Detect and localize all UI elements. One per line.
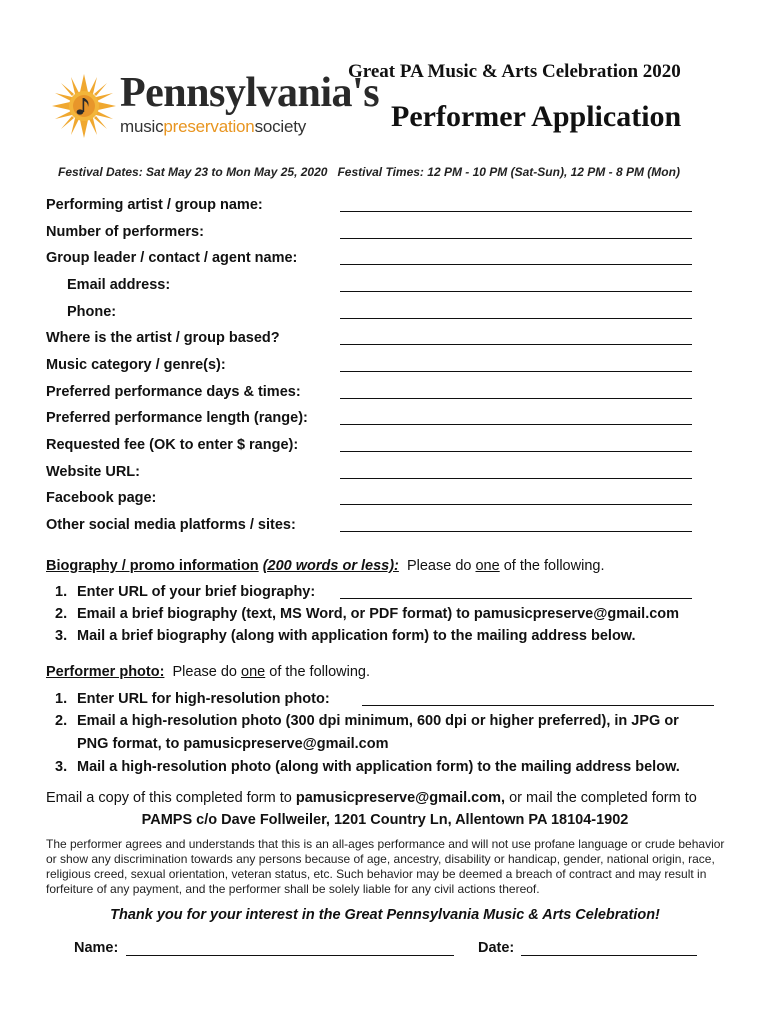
photo-item-2-cont: PNG format, to pamusicpreserve@gmail.com <box>77 736 389 752</box>
field-line-facebook[interactable] <box>340 504 692 505</box>
date-line[interactable] <box>521 955 697 956</box>
field-label-number-performers: Number of performers: <box>46 224 204 240</box>
field-label-fee: Requested fee (OK to enter $ range): <box>46 437 299 453</box>
field-label-website: Website URL: <box>46 464 140 480</box>
submit-email[interactable]: pamusicpreserve@gmail.com, <box>295 790 506 806</box>
field-label-facebook: Facebook page: <box>46 490 157 506</box>
field-label-genre: Music category / genre(s): <box>46 357 226 373</box>
name-label: Name: <box>74 940 119 956</box>
photo-item-1: Enter URL for high-resolution photo: <box>77 691 330 707</box>
festival-dates: Festival Dates: Sat May 23 to Mon May 25, 2020 Festival Times: 12 PM - 10 PM (Sat-Sun), 12 PM - 8 PM (Mon) <box>58 165 680 179</box>
field-label-length: Preferred performance length (range): <box>46 410 308 426</box>
photo-item-2-number: 2. <box>55 713 68 729</box>
submit-instructions: Email a copy of this completed form to pamusicpreserve@gmail.com, or mail the completed form to <box>46 790 697 806</box>
field-line-artist-name[interactable] <box>340 211 692 212</box>
field-line-email[interactable] <box>340 291 692 292</box>
photo-item-2: Email a high-resolution photo (300 dpi minimum, 600 dpi or higher preferred), in JPG or <box>77 713 679 729</box>
bio-item-2: Email a brief biography (text, MS Word, or PDF format) to pamusicpreserve@gmail.com <box>77 606 680 622</box>
field-line-contact-name[interactable] <box>340 264 692 265</box>
bio-item-3: Mail a brief biography (along with application form) to the mailing address below. <box>77 628 636 644</box>
bio-item-2-number: 2. <box>55 606 68 622</box>
bio-url-line[interactable] <box>340 598 692 599</box>
photo-item-3-number: 3. <box>55 759 68 775</box>
bio-item-1-number: 1. <box>55 584 68 600</box>
name-line[interactable] <box>126 955 454 956</box>
page-title: Performer Application <box>391 100 682 133</box>
terms-text: The performer agrees and understands that this is an all-ages performance and will not use profane language or crude behavior or show any discrimination towards any persons because of age, ancestry, disability or handicap, gender, national origin, race, religious creed, sexual orientation, veteran status, etc. Such behavior may be deemed a breach of contract and may result in forfeiture of any payment, and the performer shall be solely liable for any civil actions thereof. <box>46 837 725 896</box>
field-line-website[interactable] <box>340 478 692 479</box>
logo-subtitle: musicpreservationsociety <box>120 117 307 136</box>
logo-wordmark: Pennsylvania's <box>120 70 380 116</box>
field-line-social[interactable] <box>340 531 692 532</box>
field-line-fee[interactable] <box>340 451 692 452</box>
photo-item-1-number: 1. <box>55 691 68 707</box>
mailing-address: PAMPS c/o Dave Follweiler, 1201 Country Ln, Allentown PA 18104-1902 <box>141 812 629 828</box>
field-label-email: Email address: <box>67 277 171 293</box>
thank-you-message: Thank you for your interest in the Great Pennsylvania Music & Arts Celebration! <box>110 907 660 923</box>
field-label-artist-name: Performing artist / group name: <box>46 197 263 213</box>
photo-heading: Performer photo: Please do one of the following. <box>46 664 371 680</box>
field-label-contact-name: Group leader / contact / agent name: <box>46 250 298 266</box>
field-line-location[interactable] <box>340 344 692 345</box>
date-label: Date: <box>478 940 515 956</box>
bio-item-1: Enter URL of your brief biography: <box>77 584 316 600</box>
field-line-genre[interactable] <box>340 371 692 372</box>
field-label-days-times: Preferred performance days & times: <box>46 384 301 400</box>
field-line-length[interactable] <box>340 424 692 425</box>
logo-sun-icon <box>52 74 116 138</box>
field-line-phone[interactable] <box>340 318 692 319</box>
photo-url-line[interactable] <box>362 705 714 706</box>
bio-item-3-number: 3. <box>55 628 68 644</box>
field-label-social: Other social media platforms / sites: <box>46 517 296 533</box>
field-line-number-performers[interactable] <box>340 238 692 239</box>
event-title: Great PA Music & Arts Celebration 2020 <box>348 61 681 82</box>
field-label-phone: Phone: <box>67 304 117 320</box>
bio-heading: Biography / promo information (200 words or less): Please do one of the following. <box>46 558 605 574</box>
photo-item-3: Mail a high-resolution photo (along with application form) to the mailing address below. <box>77 759 680 775</box>
field-line-days-times[interactable] <box>340 398 692 399</box>
field-label-location: Where is the artist / group based? <box>46 330 280 346</box>
